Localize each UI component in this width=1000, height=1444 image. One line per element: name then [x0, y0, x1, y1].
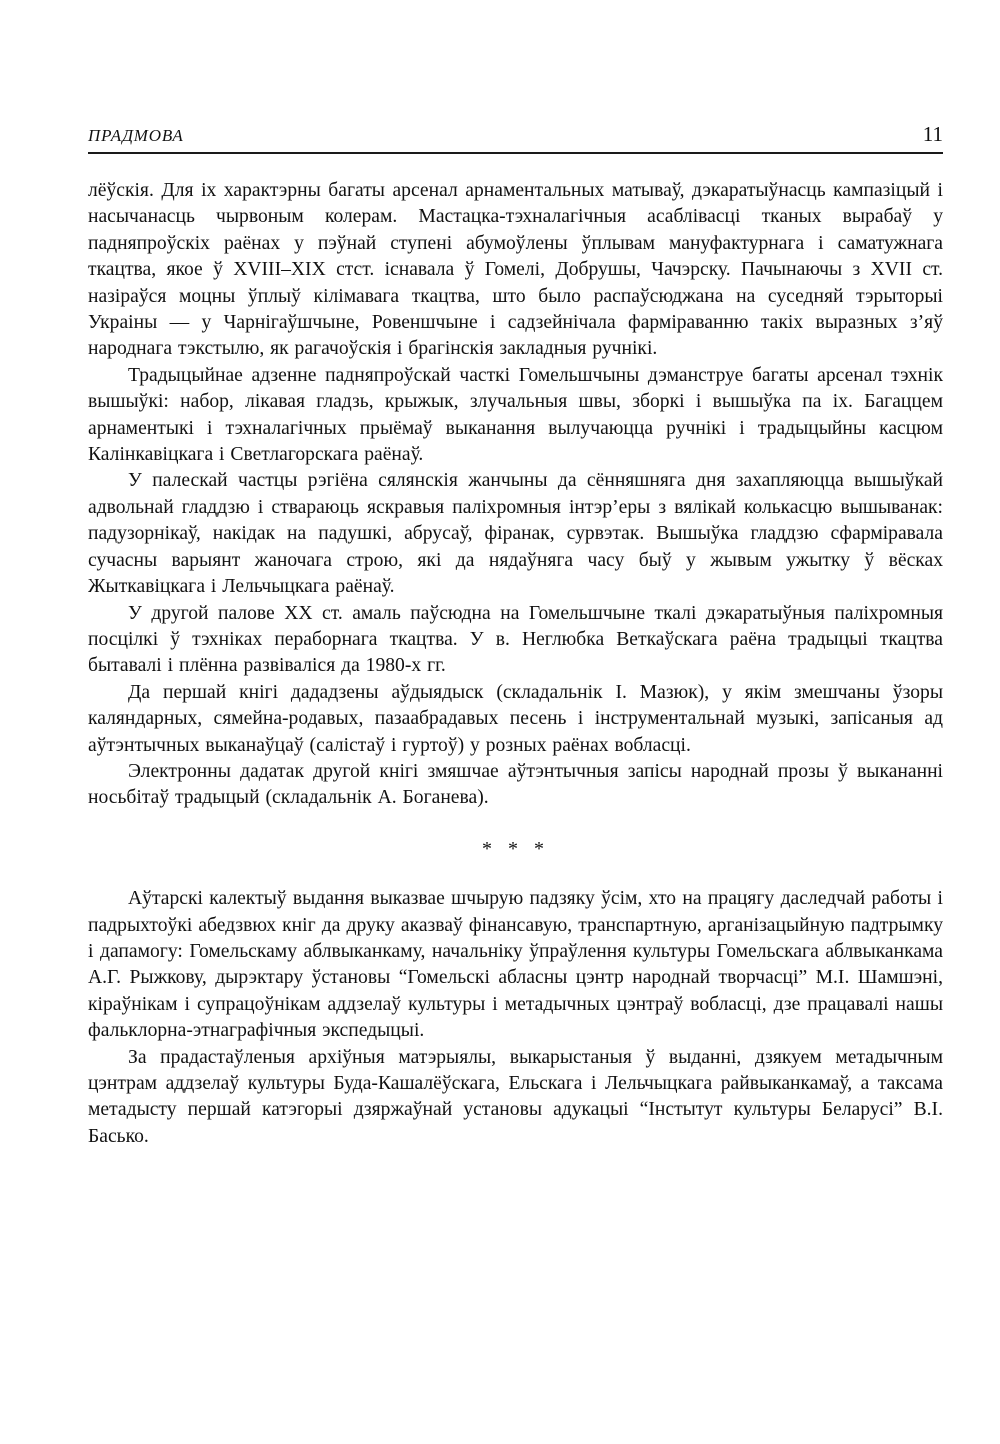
paragraph-continuation: лёўскія. Для іх характэрны багаты арсенал арнаментальных матываў, дэкаратыўнасць кампазіцый і насычанасць чырвоным колерам. Мастацка-тэхналагічныя асаблівасці тканых вырабаў у падняпроўскіх раёнах у пэўнай ступені абумоўлены ўплывам мануфактурнага і саматужнага ткацтва, якое ў XVIII–XIX стст. існавала ў Гомелі, Добрушы, Чачэрску. Пачынаючы з XVII ст. назіраўся моцны ўплыў кілімавага ткацтва, што было распаўсюджана на суседняй тэрыторыі Украіны — у Чарнігаўшчыне, Ровеншчыне і садзейнічала фарміраванню такіх выразных з’яў народнага тэкстылю, як рагачоўскія і брагінскія закладныя ручнікі.	[88, 180, 943, 360]
page-header	[88, 122, 943, 154]
paragraph: У палескай частцы рэгіёна сялянскія жанчыны да сённяшняга дня захапляюцца вышыўкай адвольнай гладдзю і ствараюць яскравыя паліхромныя інтэр’еры з вялікай колькасцю вышыванак: падузорнікаў, накідак на падушкі, абрусаў, фіранак, сурвэтак. Вышыўка гладдзю сфарміравала сучасны варыянт жаночага строю, які да нядаўняга часу быў у жывым ужытку ў вёсках Жыткавіцкага і Лельчыцкага раёнаў.	[88, 470, 943, 598]
paragraph: Электронны дадатак другой кнігі змяшчае аўтэнтычныя запісы народнай прозы ў выкананні носьбітаў традыцый (складальнік А. Боганева).	[88, 760, 943, 809]
section-separator: * * *	[482, 837, 549, 860]
paragraph: У другой палове XX ст. амаль паўсюдна на Гомельшчыне ткалі дэкаратыўныя паліхромныя посцілкі ў тэхніках пераборнага ткацтва. У в. Неглюбка Веткаўскага раёна традыцыі ткацтва бытавалі і плённа развіваліся да 1980-х гг.	[88, 602, 943, 677]
page-number: 11	[922, 122, 943, 146]
paragraph: За прадастаўленыя архіўныя матэрыялы, выкарыстаныя ў выданні, дзякуем метадычным цэнтрам аддзелаў культуры Буда-Кашалёўскага, Ельскага і Лельчыцкага райвыканкамаў, а таксама метадысту першай катэгорыі дзяржаўнай установы адукацыі “Інстытут культуры Беларусі” В.І. Басько.	[88, 1046, 943, 1147]
paragraph: Аўтарскі калектыў выдання выказвае шчырую падзяку ўсім, хто на працягу даследчай работы і падрыхтоўкі абедзвюх кніг да друку аказваў фінансавую, транспартную, арганізацыйную падтрымку і дапамогу: Гомельскаму аблвыканкаму, начальніку ўпраўлення культуры Гомельскага аблвыканкама А.Г. Рыжкову, дырэктару ўстановы “Гомельскі абласны цэнтр народнай творчасці” М.І. Шамшэні, кіраўнікам і супрацоўнікам аддзелаў культуры і метадычных цэнтраў вобласці, дзе працавалі нашы фальклорна-этнаграфічныя экспедыцыі.	[88, 888, 943, 1042]
paragraph: Да першай кнігі дададзены аўдыядыск (складальнік І. Мазюк), у якім змешчаны ўзоры каляндарных, сямейна-родавых, пазаабрадавых песень і інструментальнай музыкі, запісаныя ад аўтэнтычных выканаўцаў (салістаў і гуртоў) у розных раёнах вобласці.	[88, 681, 943, 756]
paragraph: Традыцыйнае адзенне падняпроўскай часткі Гомельшчыны дэманструе багаты арсенал тэхнік вышыўкі: набор, лікавая гладзь, крыжык, злучальныя швы, зборкі і вышыўка па іх. Багаццем арнаментыкі і тэхналагічных прыёмаў выканання вылучаюцца ручнікі і традыцыйны касцюм Калінкавіцкага і Светлагорскага раёнаў.	[88, 364, 943, 466]
running-title: ПРАДМОВА	[88, 126, 184, 145]
page-body	[88, 178, 943, 1150]
